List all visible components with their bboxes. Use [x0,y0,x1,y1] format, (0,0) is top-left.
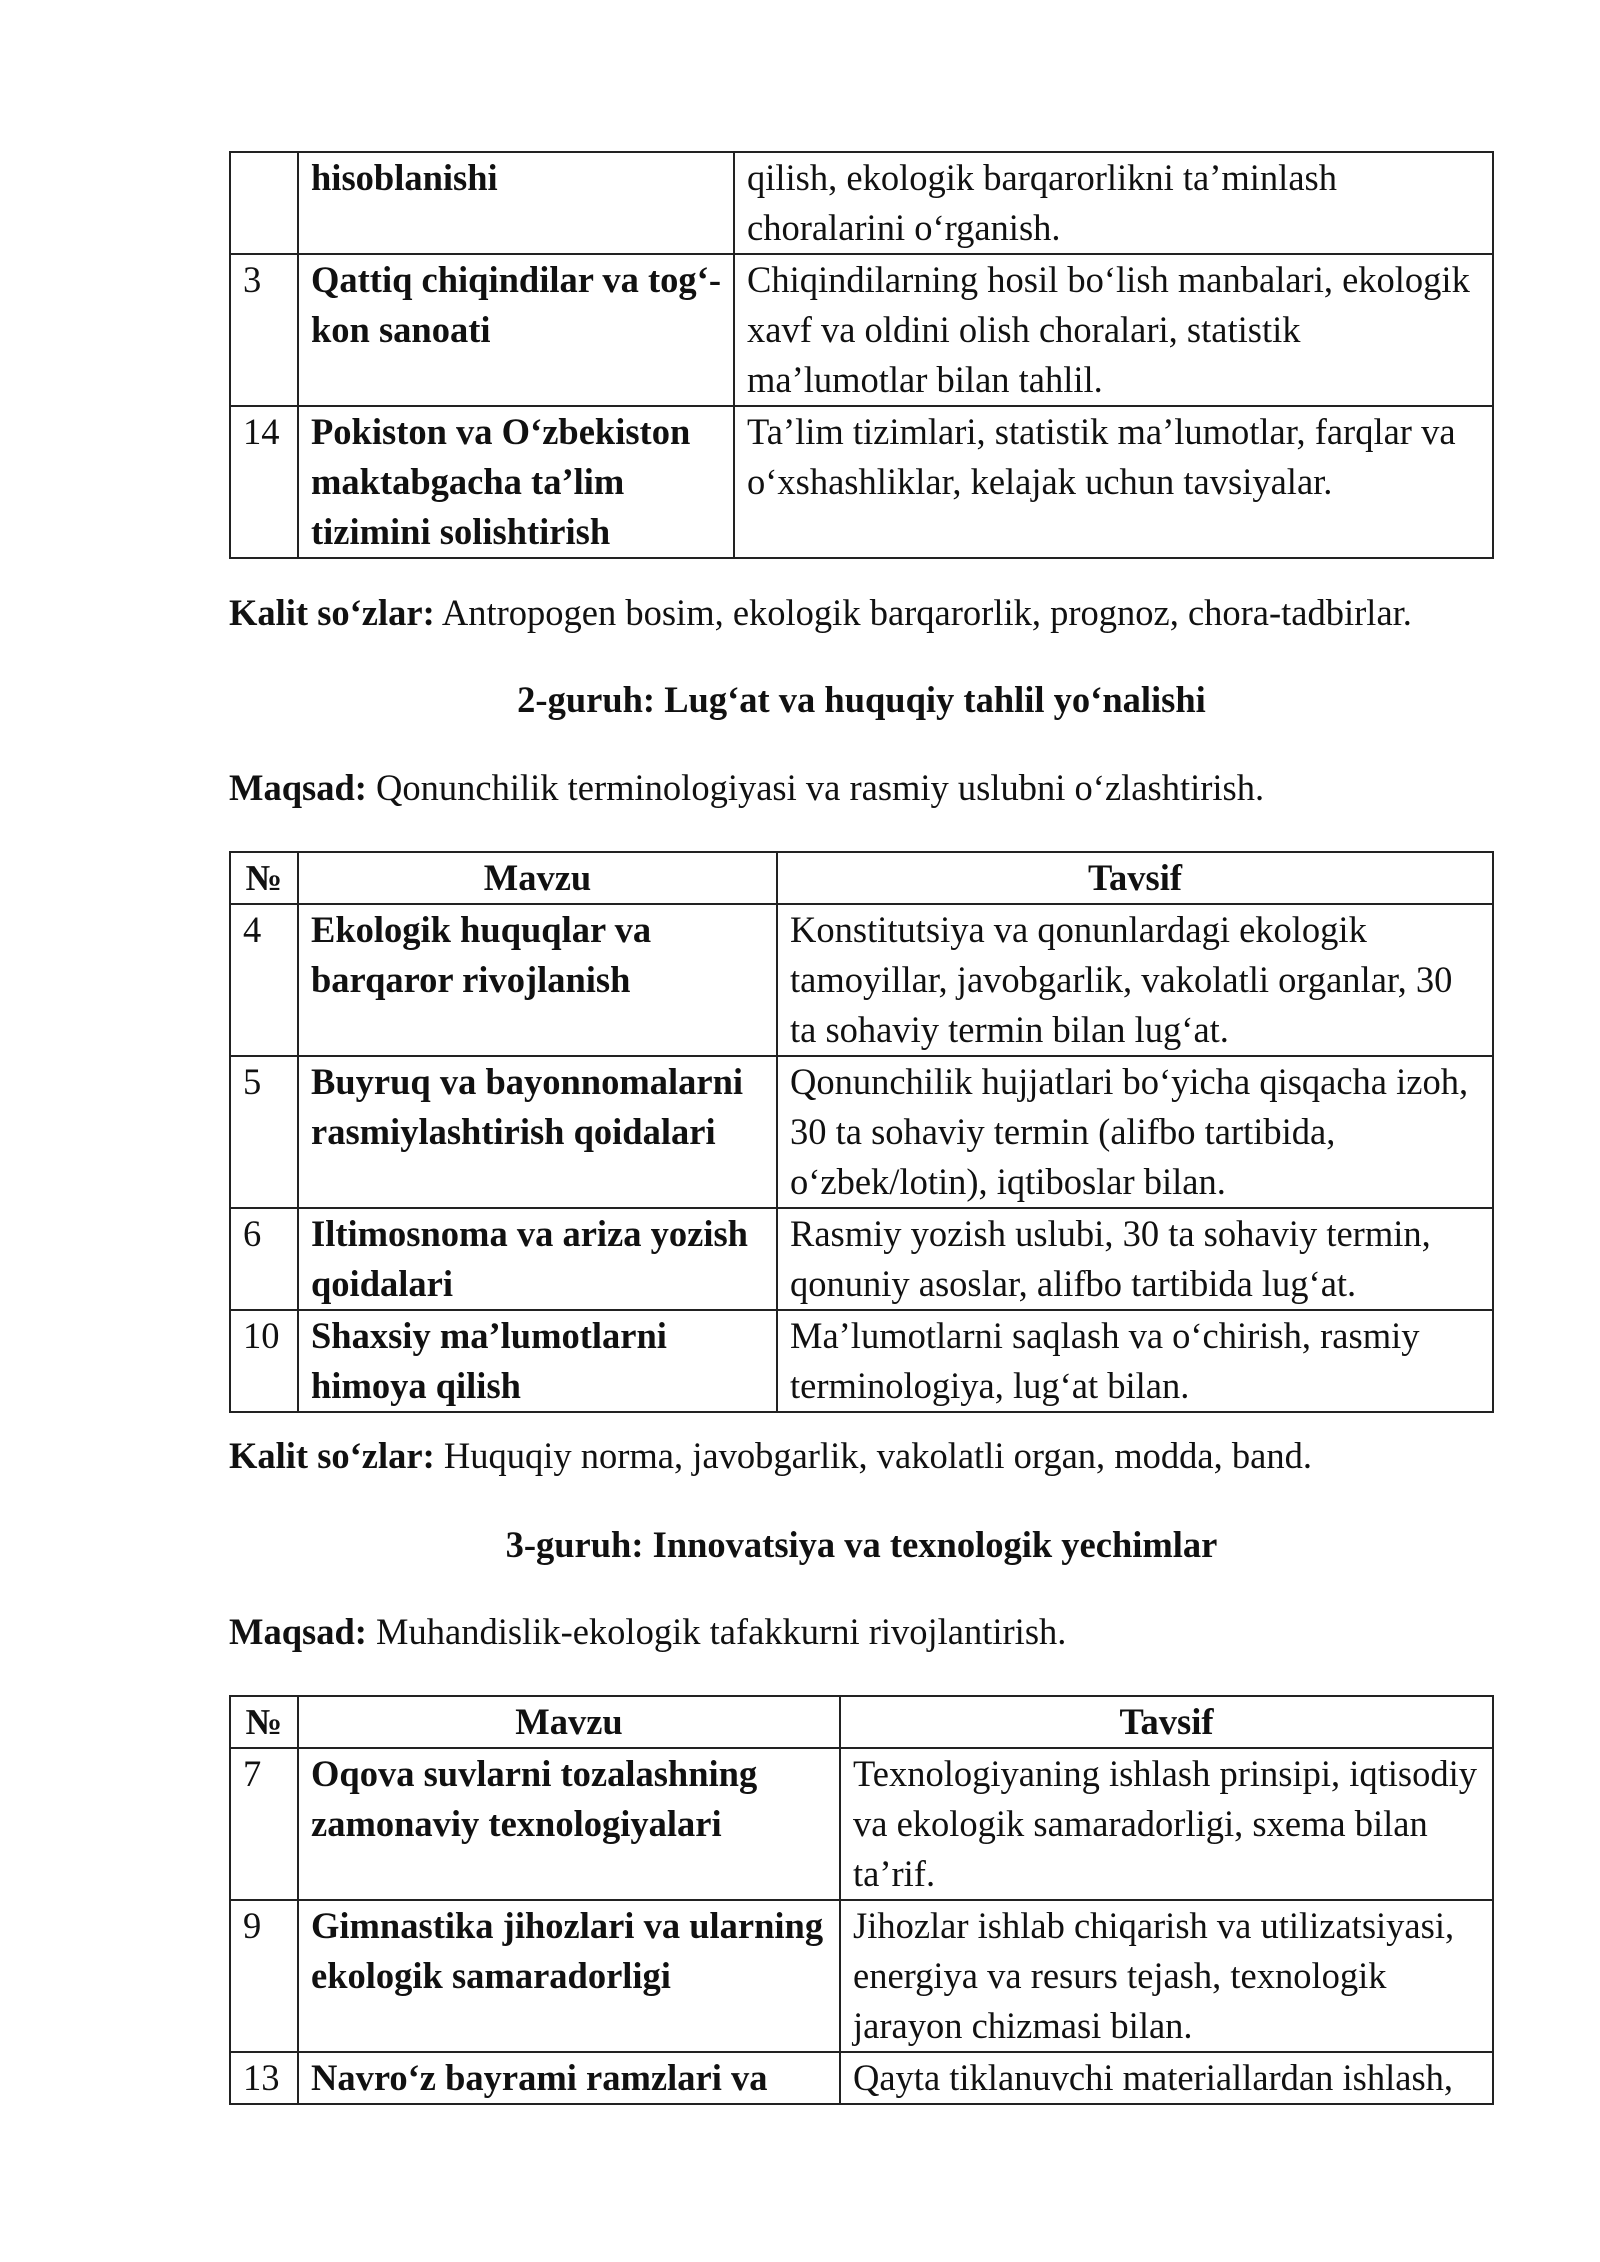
row-number: 4 [230,904,298,1056]
keywords-paragraph [229,588,1412,638]
row-description: Ta’lim tizimlari, statistik ma’lumotlar, farqlar va o‘xshashliklar, kelajak uchun tavsiyalar. [734,406,1493,558]
header-number: № [230,1696,298,1748]
header-description: Tavsif [777,852,1493,904]
group2-heading: 2-guruh: Lug‘at va huquqiy tahlil yo‘nalishi [517,679,1206,720]
goal-text: Muhandislik-ekologik tafakkurni rivojlantirish. [366,1611,1067,1652]
row-description: Qonunchilik hujjatlari bo‘yicha qisqacha izoh, 30 ta sohaviy termin (alifbo tartibida, o‘zbek/lotin), iqtiboslar bilan. [777,1056,1493,1208]
table-row [230,1900,1493,2052]
table-row [230,406,1493,558]
row-description: Jihozlar ishlab chiqarish va utilizatsiyasi, energiya va resurs tejash, texnologik jarayon chizmasi bilan. [840,1900,1493,2052]
row-description: Rasmiy yozish uslubi, 30 ta sohaviy termin, qonuniy asoslar, alifbo tartibida lug‘at. [777,1208,1493,1310]
row-description: Qayta tiklanuvchi materiallardan ishlash, [840,2052,1493,2104]
row-description: qilish, ekologik barqarorlikni ta’minlash choralarini o‘rganish. [734,152,1493,254]
row-description: Konstitutsiya va qonunlardagi ekologik tamoyillar, javobgarlik, vakolatli organlar, 30 ta sohaviy termin bilan lug‘at. [777,904,1493,1056]
header-description: Tavsif [840,1696,1493,1748]
table-row [230,1748,1493,1900]
header-number: № [230,852,298,904]
row-topic: Shaxsiy ma’lumotlarni himoya qilish [298,1310,777,1412]
row-topic: Qattiq chiqindilar va tog‘-kon sanoati [298,254,734,406]
table-row [230,1208,1493,1310]
row-description: Ma’lumotlarni saqlash va o‘chirish, rasmiy terminologiya, lug‘at bilan. [777,1310,1493,1412]
row-description: Chiqindilarning hosil bo‘lish manbalari, ekologik xavf va oldini olish choralari, statistik ma’lumotlar bilan tahlil. [734,254,1493,406]
row-number [230,152,298,254]
group1-topics-table [229,151,1494,559]
row-topic: Pokiston va O‘zbekiston maktabgacha ta’lim tizimini solishtirish [298,406,734,558]
row-number: 13 [230,2052,298,2104]
row-topic: Navro‘z bayrami ramzlari va [298,2052,840,2104]
table-header-row [230,1696,1493,1748]
row-topic: Buyruq va bayonnomalarni rasmiylashtirish qoidalari [298,1056,777,1208]
row-number: 9 [230,1900,298,2052]
goal-text: Qonunchilik terminologiyasi va rasmiy uslubni o‘zlashtirish. [366,767,1265,808]
row-number: 3 [230,254,298,406]
row-topic: Iltimosnoma va ariza yozish qoidalari [298,1208,777,1310]
row-number: 6 [230,1208,298,1310]
group2-goal [229,763,1264,813]
table-header-row [230,852,1493,904]
keywords-paragraph [229,1431,1312,1481]
table-row [230,1056,1493,1208]
row-topic: hisoblanishi [298,152,734,254]
row-topic: Oqova suvlarni tozalashning zamonaviy texnologiyalari [298,1748,840,1900]
header-topic: Mavzu [298,1696,840,1748]
table-row [230,152,1493,254]
keywords-label: Kalit so‘zlar: [229,592,435,633]
row-number: 7 [230,1748,298,1900]
keywords-text: Antropogen bosim, ekologik barqarorlik, prognoz, chora-tadbirlar. [434,592,1412,633]
group3-heading: 3-guruh: Innovatsiya va texnologik yechimlar [505,1524,1218,1565]
row-number: 10 [230,1310,298,1412]
goal-label: Maqsad: [229,1611,367,1652]
header-topic: Mavzu [298,852,777,904]
group3-goal [229,1607,1066,1657]
table-row [230,904,1493,1056]
table-row [230,1310,1493,1412]
row-topic: Gimnastika jihozlari va ularning ekologik samaradorligi [298,1900,840,2052]
group2-topics-table [229,851,1494,1413]
row-number: 5 [230,1056,298,1208]
row-number: 14 [230,406,298,558]
keywords-label: Kalit so‘zlar: [229,1435,435,1476]
row-description: Texnologiyaning ishlash prinsipi, iqtisodiy va ekologik samaradorligi, sxema bilan ta’rif. [840,1748,1493,1900]
goal-label: Maqsad: [229,767,367,808]
group3-topics-table [229,1695,1494,2105]
row-topic: Ekologik huquqlar va barqaror rivojlanish [298,904,777,1056]
table-row [230,2052,1493,2104]
keywords-text: Huquqiy norma, javobgarlik, vakolatli organ, modda, band. [434,1435,1312,1476]
table-row [230,254,1493,406]
